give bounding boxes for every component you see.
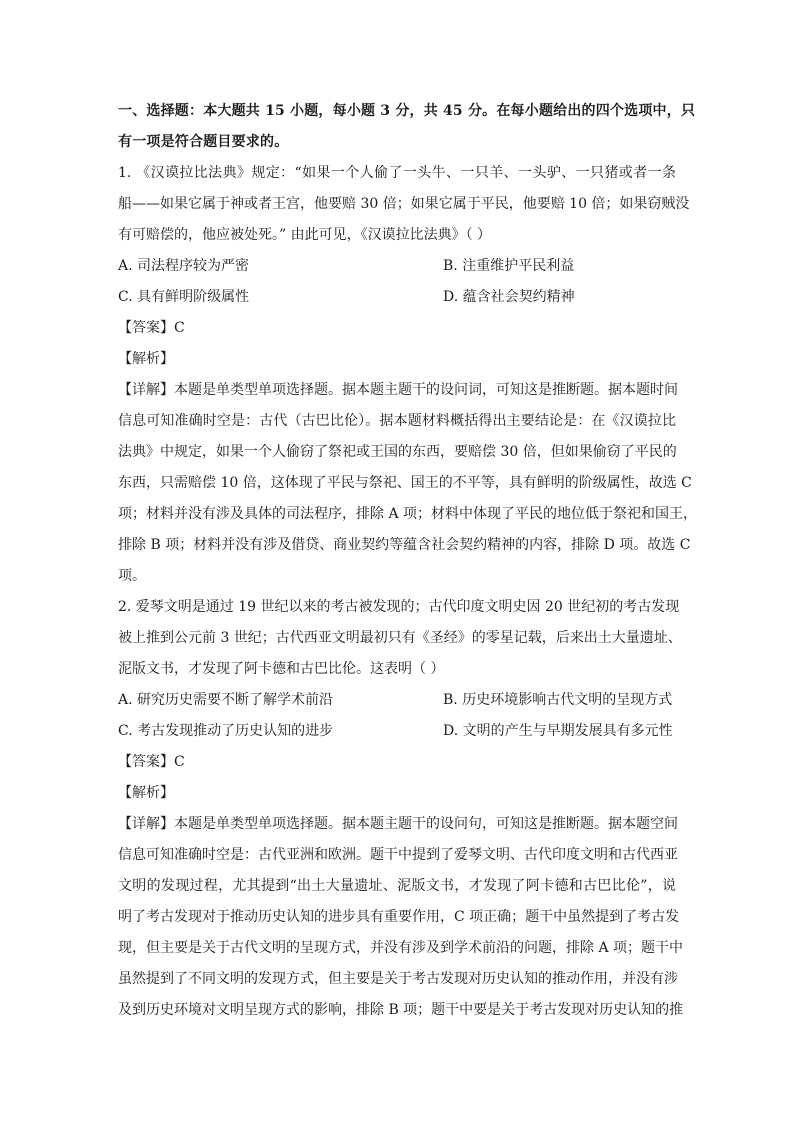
section-heading-line-1: 一、选择题：本大题共 15 小题，每小题 3 分，共 45 分。在每小题给出的四个选项中，只 (118, 103, 696, 119)
q2-detail-line-6: 虽然提到了不同文明的发现方式，但主要是关于考古发现对历史认知的推动作用，并没有涉 (118, 971, 678, 987)
q1-option-c: C. 具有鲜明阶级属性 (118, 289, 250, 305)
q2-option-c: C. 考古发现推动了历史认知的进步 (118, 723, 334, 739)
q2-stem-line-3: 泥版文书，才发现了阿卡德和古巴比伦。这表明（ ） (118, 661, 445, 677)
q1-answer: 【答案】C (118, 320, 185, 336)
q1-options-row-1 (118, 251, 676, 282)
q1-stem-line-1: 1. 《汉谟拉比法典》规定：“如果一个人偷了一头牛、一只羊、一头驴、一只猪或者一条 (118, 165, 676, 181)
q2-options-row-2 (118, 716, 676, 747)
q2-option-a: A. 研究历史需要不断了解学术前沿 (118, 692, 334, 708)
q1-detail-line-2: 信息可知准确时空是：古代（古巴比伦）。据本题材料概括得出主要结论是：在《汉谟拉比 (118, 413, 676, 429)
q2-stem-line-1: 2. 爱琴文明是通过 19 世纪以来的考古被发现的；古代印度文明史因 20 世纪初的考古发现 (118, 599, 680, 615)
q1-options-row-2 (118, 282, 676, 313)
question-2 (118, 592, 684, 1026)
q1-stem-line-2: 船——如果它属于神或者王宫，他要赔 30 倍；如果它属于平民，他要赔 10 倍；如果窃贼没 (118, 196, 690, 212)
section-heading-line-2: 有一项是符合题目要求的。 (118, 134, 289, 150)
q2-analysis-label: 【解析】 (118, 785, 174, 801)
q2-stem-line-2: 被上推到公元前 3 世纪；古代西亚文明最初只有《圣经》的零星记载，后来出土大量遗址、 (118, 630, 682, 646)
q1-option-d: D. 蕴含社会契约精神 (443, 289, 575, 305)
q2-detail-line-1: 【详解】本题是单类型单项选择题。据本题主题干的设问句，可知这是推断题。据本题空间 (118, 816, 678, 832)
q2-detail-line-4: 明了考古发现对于推动历史认知的进步具有重要作用，C 项正确；题干中虽然提到了考古发 (118, 909, 680, 925)
q2-answer: 【答案】C (118, 754, 185, 770)
question-1 (118, 158, 698, 592)
q1-detail-line-3: 法典》中规定，如果一个人偷窃了祭祀或王国的东西，要赔偿 30 倍，但如果偷窃了平民的 (118, 444, 677, 460)
q2-options-row-1 (118, 685, 676, 716)
q2-option-d: D. 文明的产生与早期发展具有多元性 (443, 723, 673, 739)
q2-option-b: B. 历史环境影响古代文明的呈现方式 (443, 692, 673, 708)
q1-option-a: A. 司法程序较为严密 (118, 258, 250, 274)
q1-detail-line-4: 东西，只需赔偿 10 倍，这体现了平民与祭祀、国王的不平等，具有鲜明的阶级属性，故选 C (118, 475, 692, 491)
page-content (118, 96, 698, 1026)
q1-detail-line-7: 项。 (118, 568, 146, 584)
q1-stem-line-3: 有可赔偿的，他应被处死。” 由此可见，《汉谟拉比法典》（ ） (118, 227, 492, 243)
q1-analysis-label: 【解析】 (118, 351, 174, 367)
q2-detail-line-5: 现，但主要是关于古代文明的呈现方式，并没有涉及到学术前沿的问题，排除 A 项；题干中 (118, 940, 684, 956)
q2-detail-line-3: 文明的发现过程，尤其提到“出土大量遗址、泥版文书，才发现了阿卡德和古巴比伦”，说 (118, 878, 676, 894)
q1-detail-line-1: 【详解】本题是单类型单项选择题。据本题主题干的设问词，可知这是推断题。据本题时间 (118, 382, 678, 398)
q1-detail-line-5: 项；材料并没有涉及具体的司法程序，排除 A 项；材料中体现了平民的地位低于祭祀和国王， (118, 506, 698, 522)
q1-option-b: B. 注重维护平民利益 (443, 258, 575, 274)
q2-detail-line-2: 信息可知准确时空是：古代亚洲和欧洲。题干中提到了爱琴文明、古代印度文明和古代西亚 (118, 847, 678, 863)
q2-detail-line-7: 及到历史环境对文明呈现方式的影响，排除 B 项；题干中要是关于考古发现对历史认知的推 (118, 1002, 684, 1018)
q1-detail-line-6: 排除 B 项；材料并没有涉及借贷、商业契约等蕴含社会契约精神的内容，排除 D 项。故选 C (118, 537, 691, 553)
